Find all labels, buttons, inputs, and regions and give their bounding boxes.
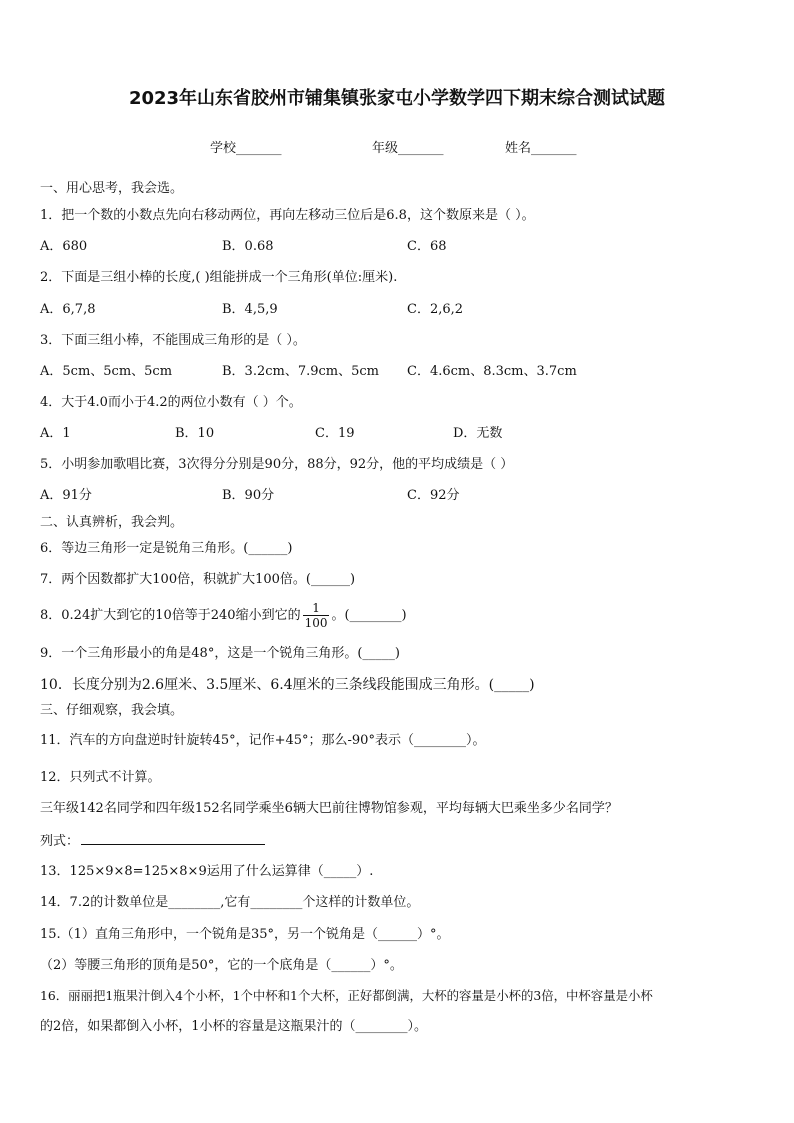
question-4: 4．大于4.0而小于4.2的两位小数有（ ）个。 [40,395,302,410]
question-10: 10．长度分别为2.6厘米、3.5厘米、6.4厘米的三条线段能围成三角形。(_____) [40,677,535,693]
question-9: 9．一个三角形最小的角是48°，这是一个锐角三角形。(_____) [40,646,400,661]
question-15-part-2: （2）等腰三角形的顶角是50°，它的一个底角是（______）°。 [40,958,403,973]
question-6: 6．等边三角形一定是锐角三角形。(______) [40,541,293,556]
section-heading-1: 一、用心思考，我会选。 [40,181,184,196]
q2-option-a[interactable]: A．6,7,8 [40,302,96,317]
question-13: 13．125×9×8=125×8×9运用了什么运算律（_____）. [40,864,374,879]
section-heading-3: 三、仔细观察，我会填。 [40,703,184,718]
q8-fraction-denominator: 100 [304,616,328,630]
q12-answer-label: 列式： [40,834,80,849]
q5-option-c[interactable]: C．92分 [407,488,460,503]
name-field[interactable]: 姓名_______ [505,141,577,156]
q4-option-c[interactable]: C．19 [315,426,355,441]
q8-text-after: 。(________) [331,608,407,623]
q5-option-b[interactable]: B．90分 [222,488,275,503]
school-field[interactable]: 学校_______ [210,141,282,156]
question-11: 11．汽车的方向盘逆时针旋转45°，记作+45°；那么-90°表示（________）。 [40,733,486,748]
q3-option-b[interactable]: B．3.2cm、7.9cm、5cm [222,364,379,379]
question-16-line-2: 的2倍，如果都倒入小杯，1小杯的容量是这瓶果汁的（________）。 [40,1019,428,1034]
q2-option-c[interactable]: C．2,6,2 [407,302,464,317]
q1-option-b[interactable]: B．0.68 [222,239,274,254]
q8-fraction [303,601,330,630]
question-5: 5．小明参加歌唱比赛，3次得分分别是90分，88分，92分，他的平均成绩是（ ） [40,457,514,472]
q8-text-before: 8．0.24扩大到它的10倍等于240缩小到它的 [40,608,301,623]
question-16-line-1: 16．丽丽把1瓶果汁倒入4个小杯，1个中杯和1个大杯，正好都倒满，大杯的容量是小杯的3倍，中杯容量是小杯 [40,988,653,1003]
question-14: 14．7.2的计数单位是________,它有________个这样的计数单位。 [40,895,420,910]
question-7: 7．两个因数都扩大100倍，积就扩大100倍。(______) [40,572,356,587]
q1-option-c[interactable]: C．68 [407,239,447,254]
question-12: 12．只列式不计算。 [40,770,161,785]
grade-field[interactable]: 年级_______ [372,141,444,156]
section-heading-2: 二、认真辨析，我会判。 [40,515,184,530]
q3-option-a[interactable]: A．5cm、5cm、5cm [40,364,173,379]
q3-option-c[interactable]: C．4.6cm、8.3cm、3.7cm [407,364,577,379]
q1-option-a[interactable]: A．680 [40,239,88,254]
q4-option-b[interactable]: B．10 [175,426,215,441]
question-2: 2．下面是三组小棒的长度,( )组能拼成一个三角形(单位:厘米). [40,270,398,285]
question-12-text: 三年级142名同学和四年级152名同学乘坐6辆大巴前往博物馆参观，平均每辆大巴乘坐多少名同学？ [40,801,618,816]
q5-option-a[interactable]: A．91分 [40,488,92,503]
q4-option-a[interactable]: A．1 [40,426,71,441]
q12-answer-line[interactable] [81,832,265,845]
page-title: 2023年山东省胶州市铺集镇张家屯小学数学四下期末综合测试试题 [128,88,666,109]
question-1: 1．把一个数的小数点先向右移动两位，再向左移动三位后是6.8，这个数原来是（ ）。 [40,208,535,223]
q4-option-d[interactable]: D．无数 [453,426,503,441]
question-3: 3．下面三组小棒，不能围成三角形的是（ ）。 [40,333,306,348]
q8-fraction-numerator: 1 [312,601,320,615]
q12-answer-row [40,832,265,850]
question-8 [40,599,407,633]
question-15-part-1: 15.（1）直角三角形中，一个锐角是35°，另一个锐角是（______）°。 [40,927,450,942]
q2-option-b[interactable]: B．4,5,9 [222,302,278,317]
